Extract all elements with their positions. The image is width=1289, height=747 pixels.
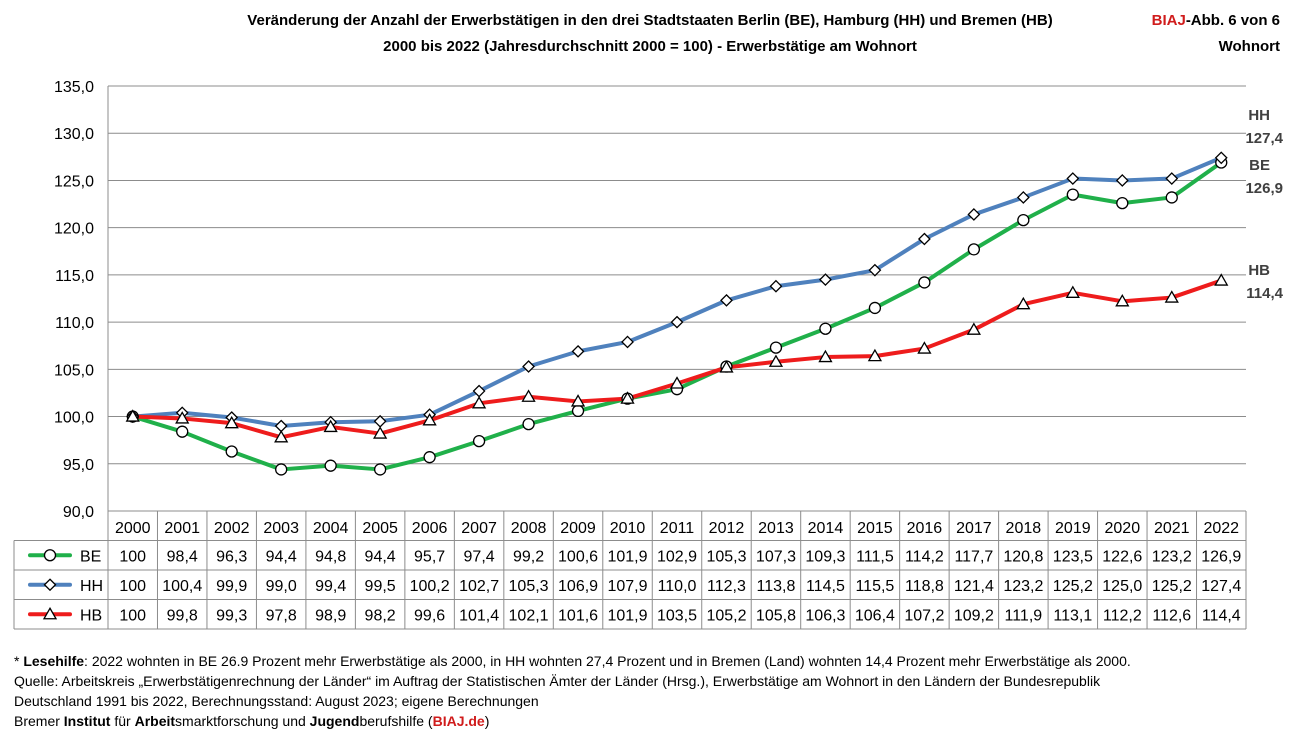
chart-title-line2: 2000 bis 2022 (Jahresdurchschnitt 2000 = 100) - Erwerbstätige am Wohnort — [383, 38, 917, 55]
table-cell-be: 100 — [119, 548, 147, 566]
x-tick-label: 2005 — [362, 520, 398, 537]
table-cell-hh: 112,3 — [707, 577, 746, 595]
legend-label-hb: HB — [80, 607, 103, 625]
data-point-be — [770, 342, 781, 353]
x-tick-label: 2017 — [956, 520, 992, 537]
end-label-name: HB — [1248, 262, 1270, 279]
inst-part: Bremer — [14, 713, 64, 729]
data-point-be — [226, 446, 237, 457]
table-cell-hb: 98,2 — [364, 607, 396, 625]
table-cell-hh: 107,9 — [607, 577, 648, 595]
data-point-hh — [622, 336, 633, 347]
table-cell-be: 114,2 — [904, 548, 944, 566]
table-cell-hb: 99,8 — [166, 607, 198, 625]
table-cell-hh: 114,5 — [806, 577, 845, 595]
table-cell-be: 105,3 — [706, 548, 747, 566]
table-cell-be: 97,4 — [463, 548, 495, 566]
x-tick-label: 2011 — [659, 520, 695, 537]
reading-aid-label: Lesehilfe — [23, 653, 85, 669]
table-cell-hb: 102,1 — [508, 607, 549, 625]
badge-brand: BIAJ — [1151, 12, 1186, 29]
table-cell-hb: 101,4 — [459, 607, 500, 625]
footnotes — [14, 651, 1274, 731]
badge-figure-number: -Abb. 6 von 6 — [1185, 12, 1280, 29]
table-cell-hh: 115,5 — [855, 577, 895, 595]
data-point-be — [523, 419, 534, 430]
x-tick-label: 2013 — [758, 520, 794, 537]
table-cell-hb: 99,3 — [216, 607, 248, 625]
reading-aid — [14, 651, 1274, 671]
legend-label-be: BE — [80, 548, 102, 566]
end-label-name: HH — [1248, 107, 1270, 124]
x-tick-label: 2007 — [461, 520, 497, 537]
source-line-2: Deutschland 1991 bis 2022, Berechnungsstand: August 2023; eigene Berechnungen — [14, 693, 539, 709]
data-point-be — [1067, 189, 1078, 200]
table-cell-hb: 114,4 — [1201, 607, 1241, 625]
data-point-be — [1018, 215, 1029, 226]
data-point-hh — [770, 281, 781, 292]
x-tick-label: 2008 — [510, 520, 547, 537]
data-point-be — [424, 452, 435, 463]
table-cell-be: 101,9 — [607, 548, 648, 566]
table-cell-hh: 125,2 — [1151, 577, 1192, 595]
table-cell-hb: 99,6 — [414, 607, 446, 625]
table-cell-hh: 99,9 — [216, 577, 248, 595]
x-tick-label: 2021 — [1153, 520, 1190, 537]
data-point-be — [869, 302, 880, 313]
table-cell-hh: 99,4 — [315, 577, 347, 595]
table-cell-hh: 99,0 — [265, 577, 297, 595]
data-point-be — [968, 244, 979, 255]
table-cell-be: 107,3 — [755, 548, 796, 566]
biaj-link[interactable]: BIAJ.de — [432, 713, 485, 729]
table-cell-be: 122,6 — [1102, 548, 1143, 566]
table-cell-be: 123,2 — [1151, 548, 1192, 566]
inst-part: Arbeit — [134, 713, 176, 729]
table-cell-be: 111,5 — [856, 548, 894, 566]
y-tick-label: 90,0 — [62, 504, 94, 521]
y-tick-label: 120,0 — [53, 220, 94, 238]
x-tick-label: 2015 — [857, 520, 893, 537]
table-cell-hh: 127,4 — [1201, 577, 1242, 595]
x-tick-label: 2009 — [560, 520, 596, 537]
x-tick-label: 2012 — [708, 520, 745, 537]
table-cell-hb: 107,2 — [904, 607, 945, 625]
source-line-1: Quelle: Arbeitskreis „Erwerbstätigenrechnung der Länder“ im Auftrag der Statistischen Ämter der Länder (Hrsg.), Erwerbstätige am Wohnort in den Ländern der Bundesrepublik — [14, 673, 1101, 689]
institute-line — [14, 711, 1274, 731]
x-tick-label: 2001 — [164, 520, 201, 537]
table-cell-be: 94,4 — [364, 548, 396, 566]
inst-part: Institut — [63, 713, 111, 729]
y-tick-label: 135,0 — [53, 79, 94, 96]
table-cell-be: 117,7 — [954, 548, 994, 566]
data-point-be — [820, 323, 831, 334]
table-cell-hb: 101,6 — [558, 607, 599, 625]
table-cell-hb: 103,5 — [656, 607, 698, 625]
data-point-hh — [1166, 173, 1177, 184]
inst-part: smarktforschung und — [175, 713, 310, 729]
table-cell-hh: 100 — [119, 577, 147, 595]
end-label-value: 127,4 — [1245, 130, 1283, 147]
data-point-be — [375, 464, 386, 475]
table-cell-hh: 105,3 — [508, 577, 549, 595]
table-cell-hb: 101,9 — [607, 607, 648, 625]
table-cell-be: 126,9 — [1201, 548, 1242, 566]
table-cell-be: 96,3 — [216, 548, 248, 566]
x-tick-label: 2002 — [213, 520, 250, 537]
data-point-be — [276, 464, 287, 475]
table-cell-hh: 125,2 — [1052, 577, 1093, 595]
x-tick-label: 2019 — [1055, 520, 1091, 537]
series-line-hb — [133, 281, 1222, 438]
inst-part: Jugend — [309, 713, 360, 729]
y-tick-label: 95,0 — [62, 456, 94, 474]
end-label-value: 114,4 — [1246, 285, 1283, 302]
chart-title-line1: Veränderung der Anzahl der Erwerbstätigen in den drei Stadtstaaten Berlin (BE), Hamburg (HH) und Bremen (HB) — [247, 12, 1053, 29]
table-cell-hh: 100,2 — [409, 577, 450, 595]
table-cell-hh: 100,4 — [162, 577, 203, 595]
table-cell-hh: 102,7 — [459, 577, 500, 595]
x-tick-label: 2003 — [263, 520, 299, 537]
table-cell-be: 99,2 — [512, 548, 545, 566]
y-tick-label: 110,0 — [55, 315, 94, 333]
data-point-hh — [820, 274, 831, 285]
table-cell-hb: 112,2 — [1102, 607, 1142, 625]
table-cell-be: 123,5 — [1052, 548, 1093, 566]
table-cell-hh: 121,4 — [953, 577, 994, 595]
data-point-hh — [1067, 173, 1078, 184]
reading-aid-prefix: * — [14, 653, 24, 669]
table-cell-be: 100,6 — [558, 548, 599, 566]
table-cell-be: 102,9 — [656, 548, 698, 566]
reading-aid-text: : 2022 wohnten in BE 26.9 Prozent mehr Erwerbstätige als 2000, in HH wohnten 27,4 Prozent und in Bremen (Land) wohnten 14,4 Prozent mehr Erwerbstätige als 2000. — [84, 653, 1131, 669]
x-tick-label: 2022 — [1203, 520, 1240, 537]
table-cell-hb: 106,4 — [854, 607, 895, 625]
inst-part: berufshilfe ( — [359, 713, 433, 729]
data-point-hh — [1018, 192, 1029, 203]
table-cell-hh: 123,2 — [1003, 577, 1044, 595]
table-cell-hb: 113,1 — [1053, 607, 1093, 625]
x-tick-label: 2016 — [906, 520, 943, 537]
x-tick-label: 2014 — [807, 520, 844, 537]
legend-label-hh: HH — [80, 577, 104, 595]
data-point-be — [177, 426, 188, 437]
table-cell-hb: 105,8 — [755, 607, 796, 625]
data-point-be — [1117, 198, 1128, 209]
table-cell-hb: 112,6 — [1152, 607, 1192, 625]
table-cell-be: 109,3 — [805, 548, 846, 566]
table-cell-hh: 106,9 — [558, 577, 599, 595]
table-cell-hh: 113,8 — [756, 577, 796, 595]
y-tick-label: 125,0 — [53, 173, 94, 191]
table-cell-hh: 118,8 — [904, 577, 944, 595]
table-cell-hh: 110,0 — [657, 577, 697, 595]
table-cell-be: 120,8 — [1003, 548, 1044, 566]
y-tick-label: 105,0 — [53, 362, 94, 380]
end-label-name: BE — [1249, 157, 1270, 174]
x-tick-label: 2010 — [609, 520, 646, 537]
table-cell-hb: 105,2 — [706, 607, 747, 625]
x-tick-label: 2006 — [411, 520, 448, 537]
table-cell-be: 95,7 — [414, 548, 446, 566]
x-tick-label: 2000 — [114, 520, 151, 537]
legend-marker-be — [45, 550, 56, 561]
x-tick-label: 2020 — [1104, 520, 1141, 537]
y-tick-label: 130,0 — [53, 126, 94, 144]
table-cell-hb: 100 — [119, 607, 147, 625]
end-label-value: 126,9 — [1245, 180, 1283, 197]
table-cell-hb: 106,3 — [805, 607, 846, 625]
data-point-hh — [1117, 175, 1128, 186]
x-tick-label: 2004 — [312, 520, 349, 537]
x-tick-label: 2018 — [1005, 520, 1042, 537]
table-cell-hb: 111,9 — [1004, 607, 1043, 625]
table-cell-hb: 97,8 — [265, 607, 297, 625]
inst-part: ) — [484, 713, 490, 729]
table-cell-be: 94,8 — [315, 548, 347, 566]
table-cell-hb: 98,9 — [315, 607, 347, 625]
table-cell-be: 98,4 — [166, 548, 198, 566]
data-point-be — [1166, 192, 1177, 203]
data-point-hh — [375, 416, 386, 427]
y-tick-label: 100,0 — [53, 409, 94, 427]
y-tick-label: 115,0 — [55, 267, 94, 285]
table-cell-hh: 99,5 — [364, 577, 396, 595]
inst-part: für — [110, 713, 135, 729]
data-point-be — [474, 436, 485, 447]
table-cell-be: 94,4 — [265, 548, 297, 566]
data-point-hh — [276, 421, 287, 432]
data-point-hh — [573, 346, 584, 357]
legend-marker-hh — [45, 579, 56, 590]
data-point-be — [325, 460, 336, 471]
table-cell-hb: 109,2 — [953, 607, 994, 625]
data-point-be — [573, 405, 584, 416]
data-point-be — [919, 277, 930, 288]
table-cell-hh: 125,0 — [1102, 577, 1143, 595]
badge-subtitle: Wohnort — [1218, 38, 1280, 55]
data-point-hb — [1215, 275, 1227, 286]
